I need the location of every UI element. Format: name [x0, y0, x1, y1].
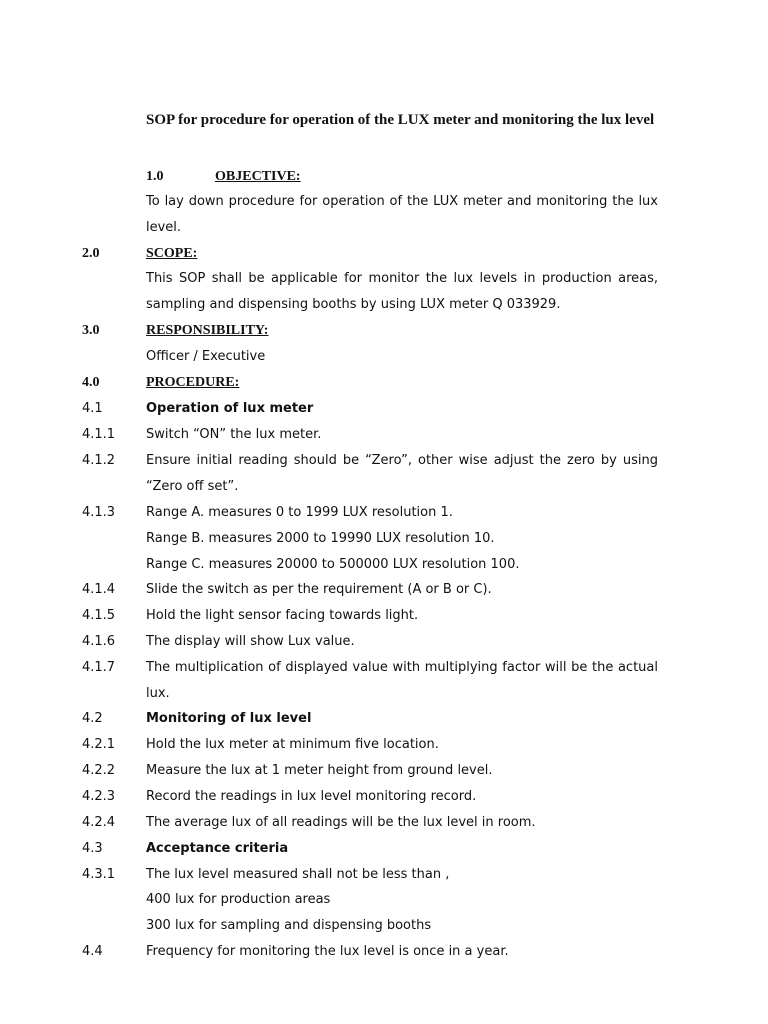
- step-4-1-5: [0, 606, 768, 626]
- section-number: 2.0: [82, 246, 100, 261]
- section-procedure-heading: [0, 373, 768, 393]
- section-responsibility-heading: [0, 321, 768, 341]
- step-4-2-3: [0, 787, 768, 807]
- step-text: Frequency for monitoring the lux level is once in a year.: [146, 944, 509, 959]
- range-b-text: Range B. measures 2000 to 19990 LUX resolution 10.: [146, 531, 495, 546]
- step-number: 4.2.2: [82, 763, 116, 778]
- scope-text: This SOP shall be applicable for monitor the lux levels in production areas, sampling and dispensing booths by using LUX meter Q 033929.: [146, 271, 658, 312]
- step-text: The lux level measured shall not be less than ,: [146, 867, 450, 882]
- step-4-2-4: [0, 813, 768, 833]
- step-text: Range A. measures 0 to 1999 LUX resolution 1.: [146, 505, 453, 520]
- step-4-2: [0, 709, 768, 729]
- step-number: 4.1.7: [82, 660, 116, 675]
- section-scope-heading: [0, 244, 768, 264]
- subsection-heading: Operation of lux meter: [146, 401, 314, 416]
- step-text: The average lux of all readings will be the lux level in room.: [146, 815, 536, 830]
- step-number: 4.2.3: [82, 789, 116, 804]
- range-c-text: Range C. measures 20000 to 500000 LUX resolution 100.: [146, 557, 520, 572]
- step-text: Record the readings in lux level monitoring record.: [146, 789, 477, 804]
- step-number: 4.1.3: [82, 505, 116, 520]
- step-text: Hold the lux meter at minimum five location.: [146, 737, 439, 752]
- step-4-1-1: [0, 425, 768, 445]
- step-number: 4.1.6: [82, 634, 116, 649]
- criterion-production-text: 400 lux for production areas: [146, 892, 331, 907]
- step-number: 4.1: [82, 401, 103, 416]
- step-4-1-3: [0, 503, 768, 523]
- section-objective-heading: [0, 167, 768, 187]
- section-heading: RESPONSIBILITY:: [146, 323, 269, 338]
- step-4-1-2-text: Ensure initial reading should be “Zero”, other wise adjust the zero by using “Zero off set”.: [146, 453, 658, 494]
- range-c-row: [0, 555, 768, 575]
- step-4-2-2: [0, 761, 768, 781]
- section-heading: SCOPE:: [146, 246, 198, 261]
- section-heading: PROCEDURE:: [146, 375, 240, 390]
- step-text: Slide the switch as per the requirement (A or B or C).: [146, 582, 492, 597]
- criterion-sampling-row: [0, 916, 768, 936]
- step-4-1-6: [0, 632, 768, 652]
- criterion-sampling-text: 300 lux for sampling and dispensing booths: [146, 918, 432, 933]
- step-number: 4.2.1: [82, 737, 116, 752]
- step-number: 4.3.1: [82, 867, 116, 882]
- step-number: 4.4: [82, 944, 103, 959]
- range-b-row: [0, 529, 768, 549]
- responsibility-row: [0, 347, 768, 367]
- step-text: Measure the lux at 1 meter height from ground level.: [146, 763, 493, 778]
- step-number: 4.1.4: [82, 582, 116, 597]
- step-number: 4.1.1: [82, 427, 116, 442]
- step-text: Switch “ON” the lux meter.: [146, 427, 322, 442]
- section-number: 3.0: [82, 323, 100, 338]
- document-title: SOP for procedure for operation of the LUX meter and monitoring the lux level: [146, 112, 655, 128]
- step-4-3: [0, 839, 768, 859]
- section-heading: OBJECTIVE:: [215, 169, 301, 184]
- step-4-1-4: [0, 580, 768, 600]
- step-number: 4.2: [82, 711, 103, 726]
- step-number: 4.1.2: [82, 453, 116, 468]
- step-4-4: [0, 942, 768, 962]
- step-4-3-1: [0, 865, 768, 885]
- section-number: 4.0: [82, 375, 100, 390]
- objective-text: To lay down procedure for operation of the LUX meter and monitoring the lux level.: [146, 194, 658, 235]
- step-4-2-1: [0, 735, 768, 755]
- responsibility-text: Officer / Executive: [146, 349, 266, 364]
- section-number: 1.0: [146, 169, 164, 184]
- step-number: 4.2.4: [82, 815, 116, 830]
- criterion-production-row: [0, 890, 768, 910]
- step-4-1-7-text: The multiplication of displayed value with multiplying factor will be the actual lux.: [146, 660, 658, 701]
- subsection-heading: Monitoring of lux level: [146, 711, 312, 726]
- subsection-heading: Acceptance criteria: [146, 841, 289, 856]
- step-4-1: [0, 399, 768, 419]
- step-number: 4.3: [82, 841, 103, 856]
- step-text: Hold the light sensor facing towards light.: [146, 608, 419, 623]
- step-number: 4.1.5: [82, 608, 116, 623]
- step-text: The display will show Lux value.: [146, 634, 355, 649]
